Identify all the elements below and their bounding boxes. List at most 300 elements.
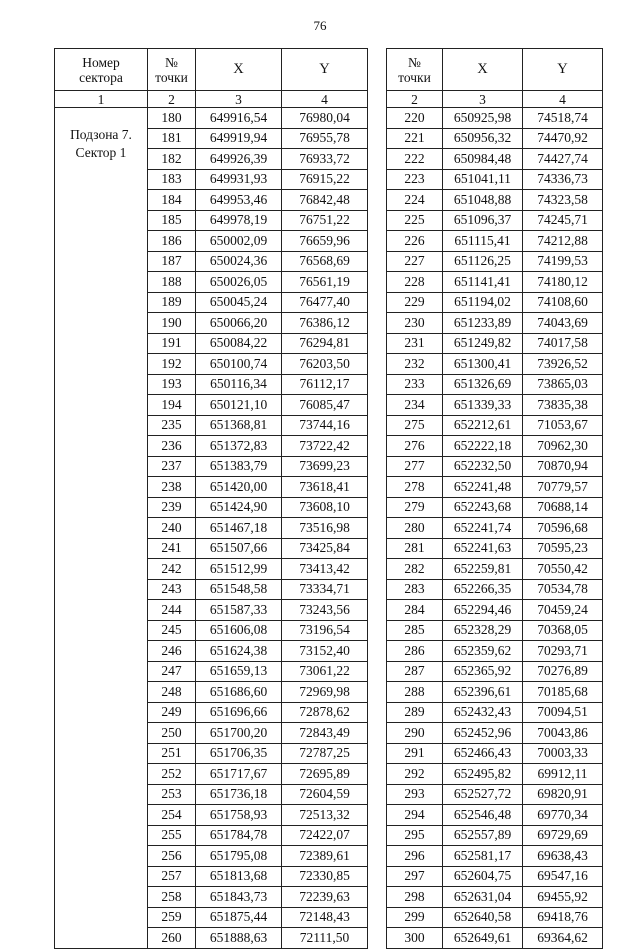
- y-coordinate: 72330,85: [282, 866, 368, 887]
- x-coordinate: 650100,74: [196, 354, 282, 375]
- point-number: 277: [387, 456, 443, 477]
- point-number: 255: [148, 825, 196, 846]
- table-row: [387, 600, 603, 621]
- x-coordinate: 651420,00: [196, 477, 282, 498]
- x-coordinate: 649953,46: [196, 190, 282, 211]
- point-number: 297: [387, 866, 443, 887]
- y-coordinate: 73618,41: [282, 477, 368, 498]
- sector-label-line1: Подзона 7.: [70, 127, 132, 142]
- x-coordinate: 652232,50: [443, 456, 523, 477]
- x-coordinate: 652495,82: [443, 764, 523, 785]
- x-coordinate: 651194,02: [443, 292, 523, 313]
- point-number: 259: [148, 907, 196, 928]
- table-row: [387, 251, 603, 272]
- x-coordinate: 650121,10: [196, 395, 282, 416]
- x-coordinate: 652259,81: [443, 559, 523, 580]
- y-coordinate: 74336,73: [523, 169, 603, 190]
- x-coordinate: 652466,43: [443, 743, 523, 764]
- x-coordinate: 652546,48: [443, 805, 523, 826]
- x-coordinate: 651339,33: [443, 395, 523, 416]
- x-coordinate: 652527,72: [443, 784, 523, 805]
- x-coordinate: 652432,43: [443, 702, 523, 723]
- point-number: 237: [148, 456, 196, 477]
- point-number: 295: [387, 825, 443, 846]
- x-coordinate: 651624,38: [196, 641, 282, 662]
- table-row: [387, 620, 603, 641]
- point-number: 276: [387, 436, 443, 457]
- point-number: 234: [387, 395, 443, 416]
- column-number: 4: [523, 91, 603, 108]
- header-x: X: [443, 49, 523, 91]
- x-coordinate: 651606,08: [196, 620, 282, 641]
- y-coordinate: 72878,62: [282, 702, 368, 723]
- x-coordinate: 650024,36: [196, 251, 282, 272]
- table-row: [387, 231, 603, 252]
- y-coordinate: 73413,42: [282, 559, 368, 580]
- table-row: [387, 805, 603, 826]
- point-number: 231: [387, 333, 443, 354]
- x-coordinate: 651507,66: [196, 538, 282, 559]
- point-number: 298: [387, 887, 443, 908]
- table-row: [387, 743, 603, 764]
- point-number: 300: [387, 928, 443, 949]
- x-coordinate: 650045,24: [196, 292, 282, 313]
- x-coordinate: 652604,75: [443, 866, 523, 887]
- table-row: [387, 477, 603, 498]
- x-coordinate: 652396,61: [443, 682, 523, 703]
- x-coordinate: 651587,33: [196, 600, 282, 621]
- y-coordinate: 72239,63: [282, 887, 368, 908]
- point-number: 192: [148, 354, 196, 375]
- y-coordinate: 73196,54: [282, 620, 368, 641]
- table-row: [387, 764, 603, 785]
- x-coordinate: 652241,74: [443, 518, 523, 539]
- x-coordinate: 651326,69: [443, 374, 523, 395]
- point-number: 279: [387, 497, 443, 518]
- point-number: 245: [148, 620, 196, 641]
- x-coordinate: 651875,44: [196, 907, 282, 928]
- point-number: 236: [148, 436, 196, 457]
- y-coordinate: 74470,92: [523, 128, 603, 149]
- y-coordinate: 74180,12: [523, 272, 603, 293]
- x-coordinate: 652649,61: [443, 928, 523, 949]
- x-coordinate: 651706,35: [196, 743, 282, 764]
- y-coordinate: 70094,51: [523, 702, 603, 723]
- point-number: 235: [148, 415, 196, 436]
- point-number: 296: [387, 846, 443, 867]
- y-coordinate: 76112,17: [282, 374, 368, 395]
- x-coordinate: 650084,22: [196, 333, 282, 354]
- y-coordinate: 73425,84: [282, 538, 368, 559]
- point-number: 225: [387, 210, 443, 231]
- x-coordinate: 652359,62: [443, 641, 523, 662]
- point-number: 238: [148, 477, 196, 498]
- table-row: [387, 518, 603, 539]
- x-coordinate: 651813,68: [196, 866, 282, 887]
- point-number: 181: [148, 128, 196, 149]
- table-row: [387, 846, 603, 867]
- table-row: [387, 169, 603, 190]
- table-row: [387, 866, 603, 887]
- y-coordinate: 70688,14: [523, 497, 603, 518]
- column-number: 3: [443, 91, 523, 108]
- table-row: [387, 210, 603, 231]
- y-coordinate: 70595,23: [523, 538, 603, 559]
- y-coordinate: 69912,11: [523, 764, 603, 785]
- table-row: [387, 702, 603, 723]
- y-coordinate: 76842,48: [282, 190, 368, 211]
- point-number: 224: [387, 190, 443, 211]
- y-coordinate: 76751,22: [282, 210, 368, 231]
- table-row: [387, 538, 603, 559]
- x-coordinate: 651467,18: [196, 518, 282, 539]
- y-coordinate: 74323,58: [523, 190, 603, 211]
- y-coordinate: 70276,89: [523, 661, 603, 682]
- point-number: 187: [148, 251, 196, 272]
- y-coordinate: 74199,53: [523, 251, 603, 272]
- point-number: 232: [387, 354, 443, 375]
- y-coordinate: 71053,67: [523, 415, 603, 436]
- point-number: 186: [148, 231, 196, 252]
- point-number: 250: [148, 723, 196, 744]
- table-row: [387, 272, 603, 293]
- point-number: 188: [148, 272, 196, 293]
- table-row: [387, 784, 603, 805]
- coordinates-table-left: [54, 48, 368, 949]
- point-number: 253: [148, 784, 196, 805]
- x-coordinate: 652557,89: [443, 825, 523, 846]
- point-number: 227: [387, 251, 443, 272]
- coordinates-table-right: [386, 48, 603, 949]
- table-row: [387, 149, 603, 170]
- y-coordinate: 73061,22: [282, 661, 368, 682]
- x-coordinate: 651383,79: [196, 456, 282, 477]
- y-coordinate: 73152,40: [282, 641, 368, 662]
- header-point-symbol: №: [408, 54, 421, 70]
- header-point-number: [148, 49, 196, 91]
- y-coordinate: 70596,68: [523, 518, 603, 539]
- column-number: 3: [196, 91, 282, 108]
- y-coordinate: 76915,22: [282, 169, 368, 190]
- y-coordinate: 69770,34: [523, 805, 603, 826]
- y-coordinate: 72843,49: [282, 723, 368, 744]
- table-row: [387, 128, 603, 149]
- point-number: 242: [148, 559, 196, 580]
- table-row: [387, 641, 603, 662]
- y-coordinate: 70962,30: [523, 436, 603, 457]
- x-coordinate: 650984,48: [443, 149, 523, 170]
- y-coordinate: 74427,74: [523, 149, 603, 170]
- y-coordinate: 70870,94: [523, 456, 603, 477]
- y-coordinate: 72969,98: [282, 682, 368, 703]
- table-row: [387, 907, 603, 928]
- point-number: 260: [148, 928, 196, 949]
- y-coordinate: 76203,50: [282, 354, 368, 375]
- point-number: 280: [387, 518, 443, 539]
- y-coordinate: 70459,24: [523, 600, 603, 621]
- x-coordinate: 651141,41: [443, 272, 523, 293]
- point-number: 288: [387, 682, 443, 703]
- y-coordinate: 73744,16: [282, 415, 368, 436]
- table-row: [387, 395, 603, 416]
- y-coordinate: 73516,98: [282, 518, 368, 539]
- table-row: [387, 682, 603, 703]
- x-coordinate: 652640,58: [443, 907, 523, 928]
- point-number: 256: [148, 846, 196, 867]
- point-number: 180: [148, 108, 196, 129]
- point-number: 193: [148, 374, 196, 395]
- y-coordinate: 72787,25: [282, 743, 368, 764]
- point-number: 289: [387, 702, 443, 723]
- x-coordinate: 649926,39: [196, 149, 282, 170]
- y-coordinate: 69455,92: [523, 887, 603, 908]
- x-coordinate: 652212,61: [443, 415, 523, 436]
- x-coordinate: 652241,48: [443, 477, 523, 498]
- sector-label: [55, 108, 148, 949]
- point-number: 254: [148, 805, 196, 826]
- x-coordinate: 651659,13: [196, 661, 282, 682]
- point-number: 285: [387, 620, 443, 641]
- point-number: 284: [387, 600, 443, 621]
- y-coordinate: 72148,43: [282, 907, 368, 928]
- y-coordinate: 72422,07: [282, 825, 368, 846]
- header-point-number: [387, 49, 443, 91]
- point-number: 291: [387, 743, 443, 764]
- x-coordinate: 651300,41: [443, 354, 523, 375]
- x-coordinate: 651372,83: [196, 436, 282, 457]
- y-coordinate: 69418,76: [523, 907, 603, 928]
- x-coordinate: 651233,89: [443, 313, 523, 334]
- y-coordinate: 76477,40: [282, 292, 368, 313]
- point-number: 283: [387, 579, 443, 600]
- x-coordinate: 652266,35: [443, 579, 523, 600]
- y-coordinate: 76568,69: [282, 251, 368, 272]
- x-coordinate: 651126,25: [443, 251, 523, 272]
- y-coordinate: 70779,57: [523, 477, 603, 498]
- table-row: [387, 559, 603, 580]
- header-row: [55, 49, 368, 91]
- x-coordinate: 651115,41: [443, 231, 523, 252]
- table-row: [387, 108, 603, 129]
- column-number: 2: [387, 91, 443, 108]
- point-number: 182: [148, 149, 196, 170]
- y-coordinate: 72695,89: [282, 764, 368, 785]
- y-coordinate: 74245,71: [523, 210, 603, 231]
- point-number: 252: [148, 764, 196, 785]
- header-y: Y: [523, 49, 603, 91]
- x-coordinate: 652243,68: [443, 497, 523, 518]
- point-number: 221: [387, 128, 443, 149]
- column-number-row: [387, 91, 603, 108]
- y-coordinate: 74017,58: [523, 333, 603, 354]
- x-coordinate: 652631,04: [443, 887, 523, 908]
- y-coordinate: 73334,71: [282, 579, 368, 600]
- point-number: 228: [387, 272, 443, 293]
- x-coordinate: 649916,54: [196, 108, 282, 129]
- point-number: 190: [148, 313, 196, 334]
- x-coordinate: 650002,09: [196, 231, 282, 252]
- x-coordinate: 652452,96: [443, 723, 523, 744]
- column-number: 1: [55, 91, 148, 108]
- point-number: 223: [387, 169, 443, 190]
- point-number: 278: [387, 477, 443, 498]
- y-coordinate: 76980,04: [282, 108, 368, 129]
- x-coordinate: 650066,20: [196, 313, 282, 334]
- table-row: [387, 313, 603, 334]
- y-coordinate: 70534,78: [523, 579, 603, 600]
- x-coordinate: 652294,46: [443, 600, 523, 621]
- x-coordinate: 650956,32: [443, 128, 523, 149]
- y-coordinate: 72604,59: [282, 784, 368, 805]
- y-coordinate: 69364,62: [523, 928, 603, 949]
- point-number: 293: [387, 784, 443, 805]
- left-table-body: [55, 108, 368, 949]
- point-number: 230: [387, 313, 443, 334]
- x-coordinate: 651700,20: [196, 723, 282, 744]
- y-coordinate: 69638,43: [523, 846, 603, 867]
- table-row: [387, 887, 603, 908]
- y-coordinate: 70185,68: [523, 682, 603, 703]
- x-coordinate: 652328,29: [443, 620, 523, 641]
- x-coordinate: 651888,63: [196, 928, 282, 949]
- point-number: 282: [387, 559, 443, 580]
- y-coordinate: 73865,03: [523, 374, 603, 395]
- point-number: 183: [148, 169, 196, 190]
- x-coordinate: 651696,66: [196, 702, 282, 723]
- point-number: 287: [387, 661, 443, 682]
- x-coordinate: 651686,60: [196, 682, 282, 703]
- y-coordinate: 70293,71: [523, 641, 603, 662]
- point-number: 275: [387, 415, 443, 436]
- point-number: 184: [148, 190, 196, 211]
- x-coordinate: 649931,93: [196, 169, 282, 190]
- x-coordinate: 650925,98: [443, 108, 523, 129]
- y-coordinate: 73699,23: [282, 456, 368, 477]
- table-row: [387, 190, 603, 211]
- point-number: 247: [148, 661, 196, 682]
- table-row: [387, 579, 603, 600]
- x-coordinate: 650026,05: [196, 272, 282, 293]
- point-number: 222: [387, 149, 443, 170]
- x-coordinate: 651249,82: [443, 333, 523, 354]
- x-coordinate: 651736,18: [196, 784, 282, 805]
- point-number: 233: [387, 374, 443, 395]
- y-coordinate: 73608,10: [282, 497, 368, 518]
- point-number: 240: [148, 518, 196, 539]
- table-row: [387, 354, 603, 375]
- y-coordinate: 70043,86: [523, 723, 603, 744]
- point-number: 286: [387, 641, 443, 662]
- y-coordinate: 76386,12: [282, 313, 368, 334]
- point-number: 229: [387, 292, 443, 313]
- point-number: 281: [387, 538, 443, 559]
- point-number: 292: [387, 764, 443, 785]
- y-coordinate: 73722,42: [282, 436, 368, 457]
- column-number: 2: [148, 91, 196, 108]
- point-number: 244: [148, 600, 196, 621]
- x-coordinate: 651424,90: [196, 497, 282, 518]
- point-number: 220: [387, 108, 443, 129]
- sector-label-line2: Сектор 1: [75, 145, 127, 160]
- point-number: 241: [148, 538, 196, 559]
- table-row: [387, 292, 603, 313]
- table-row: [387, 333, 603, 354]
- y-coordinate: 73835,38: [523, 395, 603, 416]
- table-row: [387, 415, 603, 436]
- y-coordinate: 74108,60: [523, 292, 603, 313]
- right-table-body: [387, 108, 603, 949]
- y-coordinate: 76561,19: [282, 272, 368, 293]
- x-coordinate: 652581,17: [443, 846, 523, 867]
- point-number: 251: [148, 743, 196, 764]
- y-coordinate: 76933,72: [282, 149, 368, 170]
- y-coordinate: 72513,32: [282, 805, 368, 826]
- point-number: 194: [148, 395, 196, 416]
- y-coordinate: 76085,47: [282, 395, 368, 416]
- table-row: [55, 108, 368, 129]
- y-coordinate: 76659,96: [282, 231, 368, 252]
- point-number: 249: [148, 702, 196, 723]
- y-coordinate: 72389,61: [282, 846, 368, 867]
- point-number: 258: [148, 887, 196, 908]
- x-coordinate: 651795,08: [196, 846, 282, 867]
- y-coordinate: 76955,78: [282, 128, 368, 149]
- table-row: [387, 723, 603, 744]
- point-number: 239: [148, 497, 196, 518]
- x-coordinate: 651048,88: [443, 190, 523, 211]
- x-coordinate: 651784,78: [196, 825, 282, 846]
- y-coordinate: 73926,52: [523, 354, 603, 375]
- point-number: 185: [148, 210, 196, 231]
- x-coordinate: 652241,63: [443, 538, 523, 559]
- y-coordinate: 69729,69: [523, 825, 603, 846]
- header-y: Y: [282, 49, 368, 91]
- y-coordinate: 70368,05: [523, 620, 603, 641]
- header-point-symbol: №: [165, 54, 178, 70]
- point-number: 226: [387, 231, 443, 252]
- column-number: 4: [282, 91, 368, 108]
- x-coordinate: 651512,99: [196, 559, 282, 580]
- x-coordinate: 651717,67: [196, 764, 282, 785]
- x-coordinate: 649919,94: [196, 128, 282, 149]
- point-number: 189: [148, 292, 196, 313]
- point-number: 257: [148, 866, 196, 887]
- y-coordinate: 73243,56: [282, 600, 368, 621]
- header-x: X: [196, 49, 282, 91]
- x-coordinate: 650116,34: [196, 374, 282, 395]
- point-number: 290: [387, 723, 443, 744]
- table-row: [387, 497, 603, 518]
- x-coordinate: 651843,73: [196, 887, 282, 908]
- column-number-row: [55, 91, 368, 108]
- x-coordinate: 652365,92: [443, 661, 523, 682]
- y-coordinate: 74212,88: [523, 231, 603, 252]
- point-number: 248: [148, 682, 196, 703]
- y-coordinate: 70003,33: [523, 743, 603, 764]
- header-row: [387, 49, 603, 91]
- point-number: 246: [148, 641, 196, 662]
- x-coordinate: 651368,81: [196, 415, 282, 436]
- y-coordinate: 69820,91: [523, 784, 603, 805]
- table-row: [387, 456, 603, 477]
- x-coordinate: 651096,37: [443, 210, 523, 231]
- table-row: [387, 928, 603, 949]
- table-row: [387, 661, 603, 682]
- x-coordinate: 649978,19: [196, 210, 282, 231]
- point-number: 299: [387, 907, 443, 928]
- page-number: 76: [313, 18, 327, 33]
- y-coordinate: 69547,16: [523, 866, 603, 887]
